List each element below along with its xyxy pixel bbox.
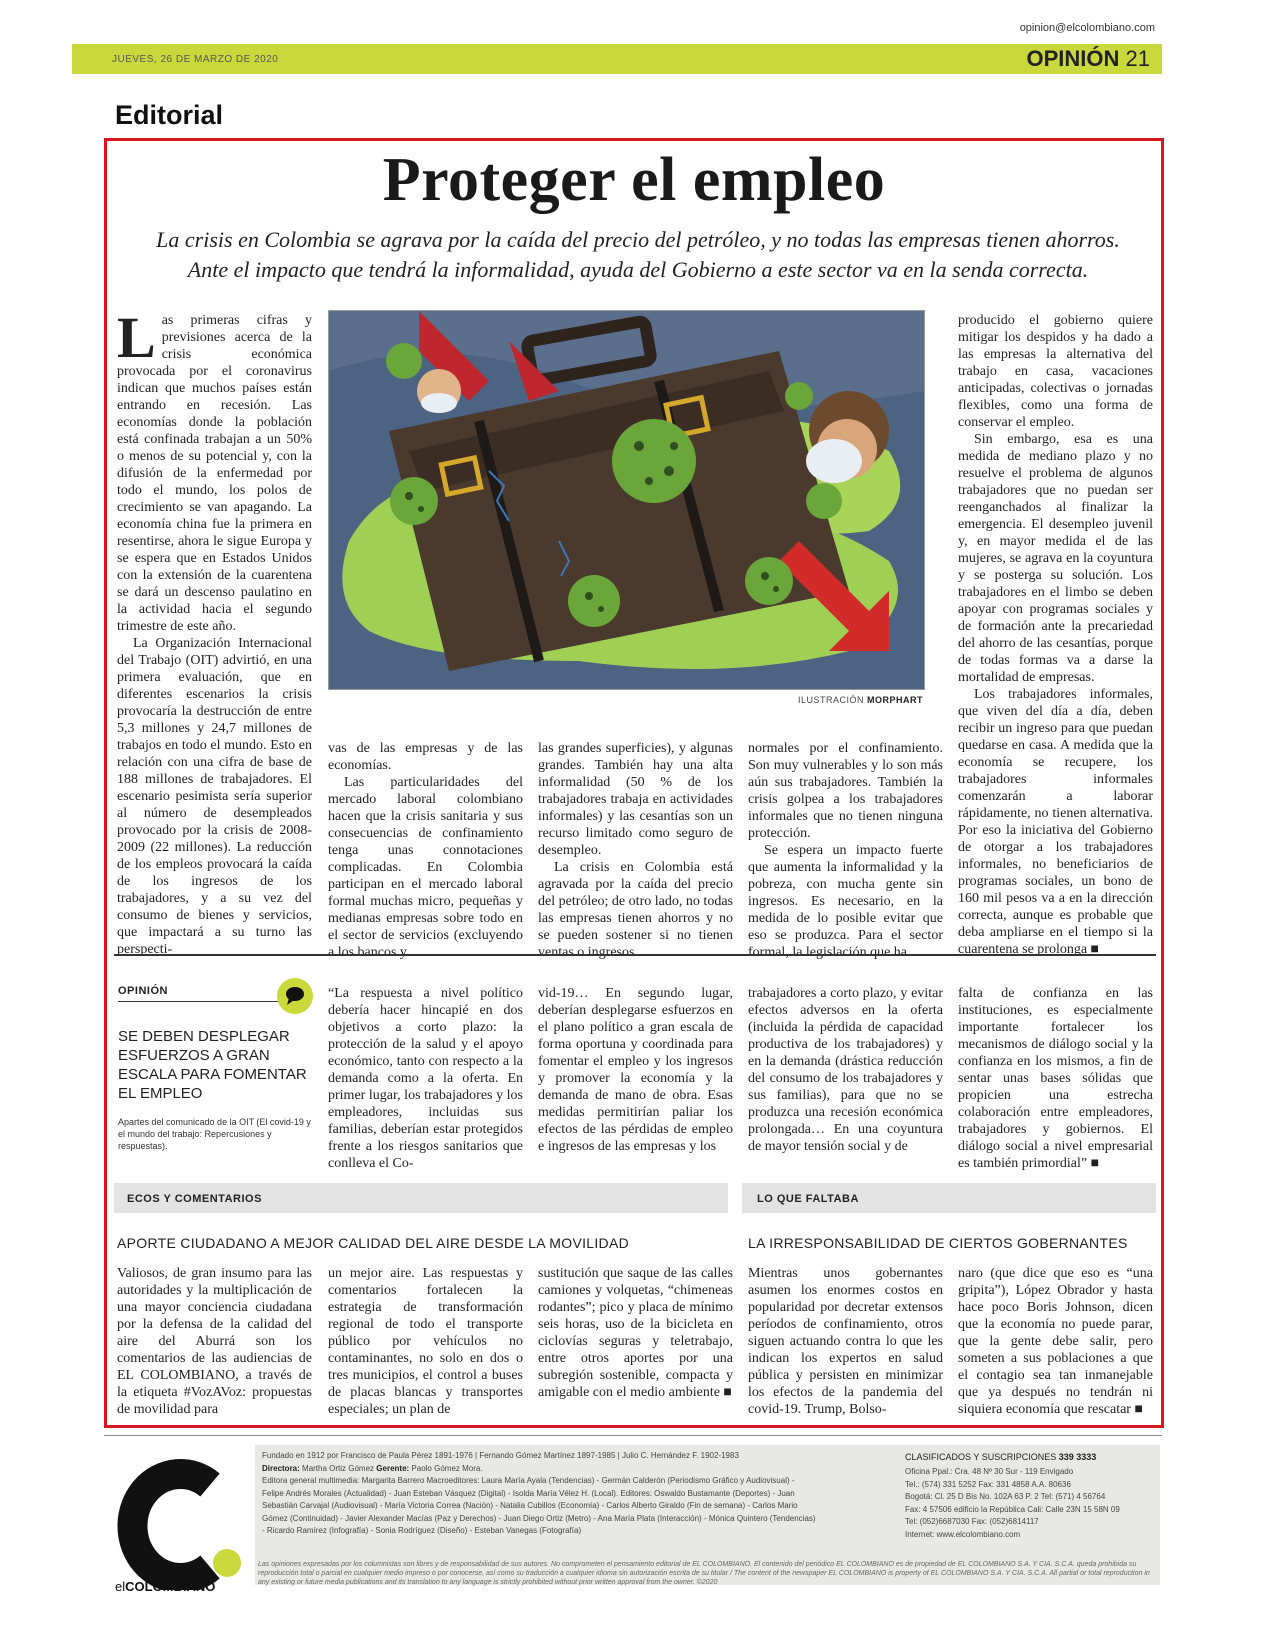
illustration-credit bbox=[700, 695, 923, 705]
page-date: JUEVES, 26 DE MARZO DE 2020 bbox=[112, 54, 279, 65]
directora-name: Martha Ortiz Gómez bbox=[302, 1463, 375, 1473]
staff-line: Felipe Andrés Morales (Actualidad) - Juan Esteban Vásquez (Digital) - Isolda María Vélez H. (Local). Editores: Oswaldo Bustamante (Deportes) - Juan bbox=[262, 1488, 795, 1498]
ecos-column-3: sustitución que saque de las calles camiones y volquetas, “chimeneas rodantes”; pico y placa de mínimo seis horas, uso de la bicicleta en ciclovías seguras y teletrabajo, entre otros aportes por una subregión sostenible, compacta y amigable con el medio ambiente ■ bbox=[538, 1266, 733, 1400]
page-section bbox=[1026, 46, 1150, 72]
logo-wordmark bbox=[115, 1579, 215, 1594]
page-email: opinion@elcolombiano.com bbox=[1019, 22, 1155, 34]
masthead-staff bbox=[262, 1450, 892, 1538]
logo-word-a: el bbox=[115, 1579, 126, 1594]
opinion-column-2: vid-19… En segundo lugar, deberían desplegarse esfuerzos en el plano político a gran escala de forma oportuna y coordinada para fomentar el empleo y los ingresos y promover la economía y la demanda de mano de obra. Esas medidas permitirían paliar los efectos de las pérdidas de empleo e ingresos de las empresas y los bbox=[538, 986, 733, 1154]
editorial-headline: Proteger el empleo bbox=[382, 146, 886, 214]
logo bbox=[115, 1455, 255, 1590]
editorial-column-3 bbox=[538, 740, 733, 961]
paragraph: normales por el confinamiento. Son muy vulnerables y lo son más aún sus trabajadores. También la crisis golpea a los trabajadores informales que no tienen ninguna protección. bbox=[748, 741, 943, 841]
briefcase-virus-illustration bbox=[329, 311, 924, 689]
contact-line: Tel: (052)6687030 Fax: (052)6814117 bbox=[905, 1517, 1039, 1526]
ecos-column-2: un mejor aire. Las respuestas y comentarios fortalecen la estrategia de transformación regional de todo el transporte público por vehículos no contaminantes, no solo en dos o tres municipios, el control a buses de placas blancas y transportes especiales; un plan de bbox=[328, 1266, 523, 1417]
divider bbox=[104, 1435, 1162, 1436]
section-title: Editorial bbox=[115, 100, 224, 130]
staff-line: Editora general multimedia: Margarita Barrero Macroeditores: Laura María Ayala (Tendencias) - Germán Calderón (Periodismo Gráfico y Audiovisual) - bbox=[262, 1476, 795, 1485]
legal-fine-print: Las opiniones expresadas por los columnistas son libres y de responsabilidad de sus autores. No comprometen el pensamiento editorial de EL COLOMBIANO. El contenido del periódico EL COLOMBIANO es de propiedad de EL COLOMBIANO S.A. Y CIA. S.C.A. queda prohibida su reproducción total o parcial en cualquier medio impreso o por conocerse, así como su traducción a cualquier idioma sin autorización escrita de su titular / The content of the newspaper EL COLOMBIANO is property of EL COLOMBIANO S.A. Y CIA. S.C.A. All partial or total reproduction in any existing or future media publications and its translation to any language is strictly prohibited without prior written approval from the owner. ©2020 bbox=[258, 1561, 1150, 1586]
contact-line: Fax: 4 57506 edificio la República Cali: Calle 23N 15 58N 09 bbox=[905, 1504, 1120, 1514]
paragraph: La Organización Internacional del Trabajo (OIT) advirtió, en una primera evaluación, que en diferentes escenarios la crisis provocaría la destrucción de entre 5,3 millones y 24,7 millones de trabajos en todo el mundo. Esto en relación con una cifra de base de 188 millones de trabajadores. El escenario pesimista sería superior al número de desempleados provocado por la crisis de 2008-2009 (22 millones). La reducción de los empleos provocará la caída de los ingresos de los trabajadores, y a su vez del consumo de bienes y servicios, que impactará a su turno las perspecti- bbox=[117, 636, 312, 957]
opinion-label: OPINIÓN bbox=[118, 985, 168, 997]
credit-prefix: ILUSTRACIÓN bbox=[797, 695, 864, 705]
section-name: OPINIÓN bbox=[1026, 46, 1120, 71]
editorial-column-1 bbox=[117, 305, 312, 958]
paragraph: vas de las empresas y de las economías. bbox=[328, 741, 523, 773]
clasificados-phone: 339 3333 bbox=[1058, 1452, 1097, 1462]
editorial-deck bbox=[112, 225, 1164, 285]
opinion-column-4: falta de confianza en las instituciones, es especialmente importante fortalecer los mecanismos de diálogo social y la confianza en los mismos, a fin de sentar unas bases sólidas que propicien una estrecha colaboración entre empleadores, trabajadores y gobiernos. El diálogo social a nivel empresarial es también primordial” ■ bbox=[958, 986, 1153, 1171]
editorial-illustration bbox=[328, 310, 925, 690]
founders: Fundado en 1912 por Francisco de Paula Pérez 1891-1976 | Fernando Gómez Martínez 1897-1985 | Julio C. Hernández F. 1902-1983 bbox=[262, 1451, 739, 1460]
gerente-name: Paolo Gómez Mora. bbox=[411, 1463, 483, 1473]
paragraph: producido el gobierno quiere mitigar los despidos y ha dado a las empresas la alternativa del trabajo en casa, vacaciones anticipadas, colectivas o jornadas flexibles, como una forma de conservar el empleo. bbox=[958, 313, 1153, 430]
opinion-column-3: trabajadores a corto plazo, y evitar efectos adversos en la oferta (incluida la pérdida de capacidad productiva de los trabajadores) y en la demanda (drástica reducción del consumo de los trabajadores y sus familias), para que no se produzca una recesión económica prolongada… En una coyuntura de mayor tensión social y de bbox=[748, 986, 943, 1154]
clasificados-label: CLASIFICADOS Y SUSCRIPCIONES bbox=[905, 1452, 1057, 1462]
opinion-headline: SE DEBEN DESPLEGAR ESFUERZOS A GRAN ESCALA PARA FOMENTAR EL EMPLEO bbox=[118, 1028, 307, 1102]
paragraph: La crisis en Colombia está agravada por la caída del precio del petróleo; de otro lado, no todas las empresas tienen ahorros y no se pueden sostener si no tienen ventas o ingresos bbox=[538, 860, 733, 960]
clasificados-title bbox=[905, 1452, 1096, 1462]
editorial-column-4 bbox=[748, 740, 943, 961]
staff-line: - Ricardo Ramírez (Infografía) - Sonia Rodríguez (Diseño) - Esteban Vanegas (Fotografía) bbox=[262, 1526, 582, 1535]
paragraph: las grandes superficies), y algunas grandes. También hay una alta informalidad (50 % de los trabajadores trabaja en actividades informales) y las cesantías son un recurso limitado como seguro de desempleo. bbox=[538, 741, 733, 858]
dropcap: L bbox=[117, 305, 156, 370]
contact-line: Oficina Ppal.: Cra. 48 Nº 30 Sur - 119 Envigado bbox=[905, 1467, 1074, 1476]
opinion-source-note: Apartes del comunicado de la OIT (El covid-19 y el mundo del trabajo: Repercusiones y respuestas). bbox=[118, 1117, 311, 1151]
faltaba-column-1: Mientras unos gobernantes asumen los enormes costos en popularidad por decretar extensos períodos de confinamiento, otros siguen actuando contra lo que les indican los expertos en salud pública y persisten en minimizar los efectos de la pandemia del covid-19. Trump, Bolso- bbox=[748, 1266, 943, 1417]
paragraph: Las particularidades del mercado laboral colombiano hacen que la crisis sanitaria y sus consecuencias de confinamiento tenga unas connotaciones complicadas. En Colombia participan en el mercado laboral formal muchas micro, pequeñas y medianas empresas sobre todo en el sector de servicios (excluyendo a los bancos y bbox=[328, 775, 523, 960]
staff-line: Sebastián Carvajal (Audiovisual) - María Victoria Correa (Nación) - Natalia Cubillos (Economía) - Carlos Alberto Giraldo (Fin de semana) - Carlos Mario bbox=[262, 1501, 798, 1510]
contact-line: Internet: www.elcolombiano.com bbox=[905, 1529, 1021, 1539]
page-number: 21 bbox=[1125, 46, 1150, 71]
paragraph: Se espera un impacto fuerte que aumenta la informalidad y la pobreza, con mucha gente sin ingresos. Es necesario, en la medida de lo posible evitar que eso se produzca. Para el sector formal, la legislación que ha bbox=[748, 843, 943, 960]
paragraph: Los trabajadores informales, que viven del día a día, deben recibir un ingreso para que puedan quedarse en casa. A medida que la economía se recupere, los trabajadores informales comenzarán a laborar rápidamente, no tienen alternativa. Por eso la iniciativa del Gobierno de otorgar a los trabajadores informales, no beneficiarios de programas sociales, un bono de 160 mil pesos va a en la dirección correcta, aunque es probable que deba ampliarse en el tiempo si la cuarentena se prolonga ■ bbox=[958, 687, 1153, 957]
gerente-label: Gerente: bbox=[376, 1463, 410, 1473]
contact-line: Bogotá: Cl. 25 D Bis No. 102A 63 P. 2 Tel: (571) 4 56764 bbox=[905, 1492, 1106, 1501]
staff-line: Gómez (Continuidad) - Javier Alexander Macías (Paz y Derechos) - Juan Diego Ortiz (Metro) - Ana María Plata (Interacción) - Mónica Quintero (Tendencias) bbox=[262, 1513, 816, 1523]
deck-line-2: Ante el impacto que tendrá la informalidad, ayuda del Gobierno a este sector va en la senda correcta. bbox=[187, 257, 1089, 282]
directora-label: Directora: bbox=[262, 1463, 300, 1473]
opinion-column-1: “La respuesta a nivel político debería hacer hincapié en dos objetivos a corto plazo: la protección de la salud y el apoyo económico, tanto con respecto a la demanda como a la oferta. En primer lugar, los trabajadores y los empleadores, incluidas sus familias, deberían estar protegidos frente a los riesgos sanitarios que conlleva el Co- bbox=[328, 986, 523, 1171]
speech-bubble-icon bbox=[277, 978, 313, 1014]
editorial-column-2 bbox=[328, 740, 523, 961]
ecos-label: ECOS Y COMENTARIOS bbox=[127, 1193, 262, 1205]
editorial-column-5 bbox=[958, 312, 1153, 958]
paragraph-text: as primeras cifras y previsiones acerca de la crisis económica provocada por el coronavirus indican que muchos países están entrando en recesión. Las economías donde la población está confinada trabajan a un 50% o menos de su potencial y, con la difusión de la enfermedad por todo el mundo, los polos de crecimiento se van apagando. La economía china fue la primera en resentirse, ahora le sigue Europa y se espera que en Estados Unidos con la extensión de la cuarentena se dará un descenso paulatino en la actividad hacia el segundo trimestre de este año. bbox=[117, 313, 312, 634]
paragraph bbox=[117, 305, 312, 635]
ecos-column-1: Valiosos, de gran insumo para las autoridades y la multiplicación de una mayor conciencia ciudadana por la defensa de la calidad del aire del Aburrá son los comentarios de las audiencias de EL COLOMBIANO, a través de la etiqueta #VozAVoz: propuestas de movilidad para bbox=[117, 1266, 312, 1417]
paragraph: Sin embargo, esa es una medida de mediano plazo y no resuelve el problema de algunos trabajadores que no puedan ser reenganchados al finalizar la emergencia. El desempleo juvenil y, en mayor medida el de las mujeres, se agrava en la coyuntura y se posterga su solución. Los trabajadores en el limbo se deben apoyar con programas sociales y de formación ante la precariedad del ahorro de las cesantías, porque de todas formas va a darse la mortalidad de empresas. bbox=[958, 432, 1153, 685]
ecos-headline: APORTE CIUDADANO A MEJOR CALIDAD DEL AIRE DESDE LA MOVILIDAD bbox=[117, 1235, 630, 1251]
direction bbox=[262, 1463, 892, 1476]
logo-word-b: COLOMBIANO bbox=[125, 1579, 216, 1594]
deck-line-1: La crisis en Colombia se agrava por la caída del precio del petróleo, y no todas las empresas tienen ahorros. bbox=[156, 227, 1120, 252]
credit-name: MORPHART bbox=[867, 695, 923, 705]
faltaba-label: LO QUE FALTABA bbox=[757, 1193, 859, 1205]
divider bbox=[114, 954, 1156, 956]
faltaba-column-2: naro (que dice que eso es “una gripita”), López Obrador y hasta hace poco Boris Johnson, dicen que la economía no puede parar, que la gente debe salir, pero someten a sus poblaciones a que el contagio sea tan inmanejable que ya después no tendrán ni siquiera economía que rescatar ■ bbox=[958, 1266, 1153, 1417]
faltaba-headline: LA IRRESPONSABILIDAD DE CIERTOS GOBERNANTES bbox=[748, 1235, 1128, 1251]
contact-block bbox=[905, 1466, 1155, 1541]
divider bbox=[118, 1001, 288, 1002]
contact-line: Tel.: (574) 331 5252 Fax: 331 4858 A.A. 80636 bbox=[905, 1479, 1071, 1489]
